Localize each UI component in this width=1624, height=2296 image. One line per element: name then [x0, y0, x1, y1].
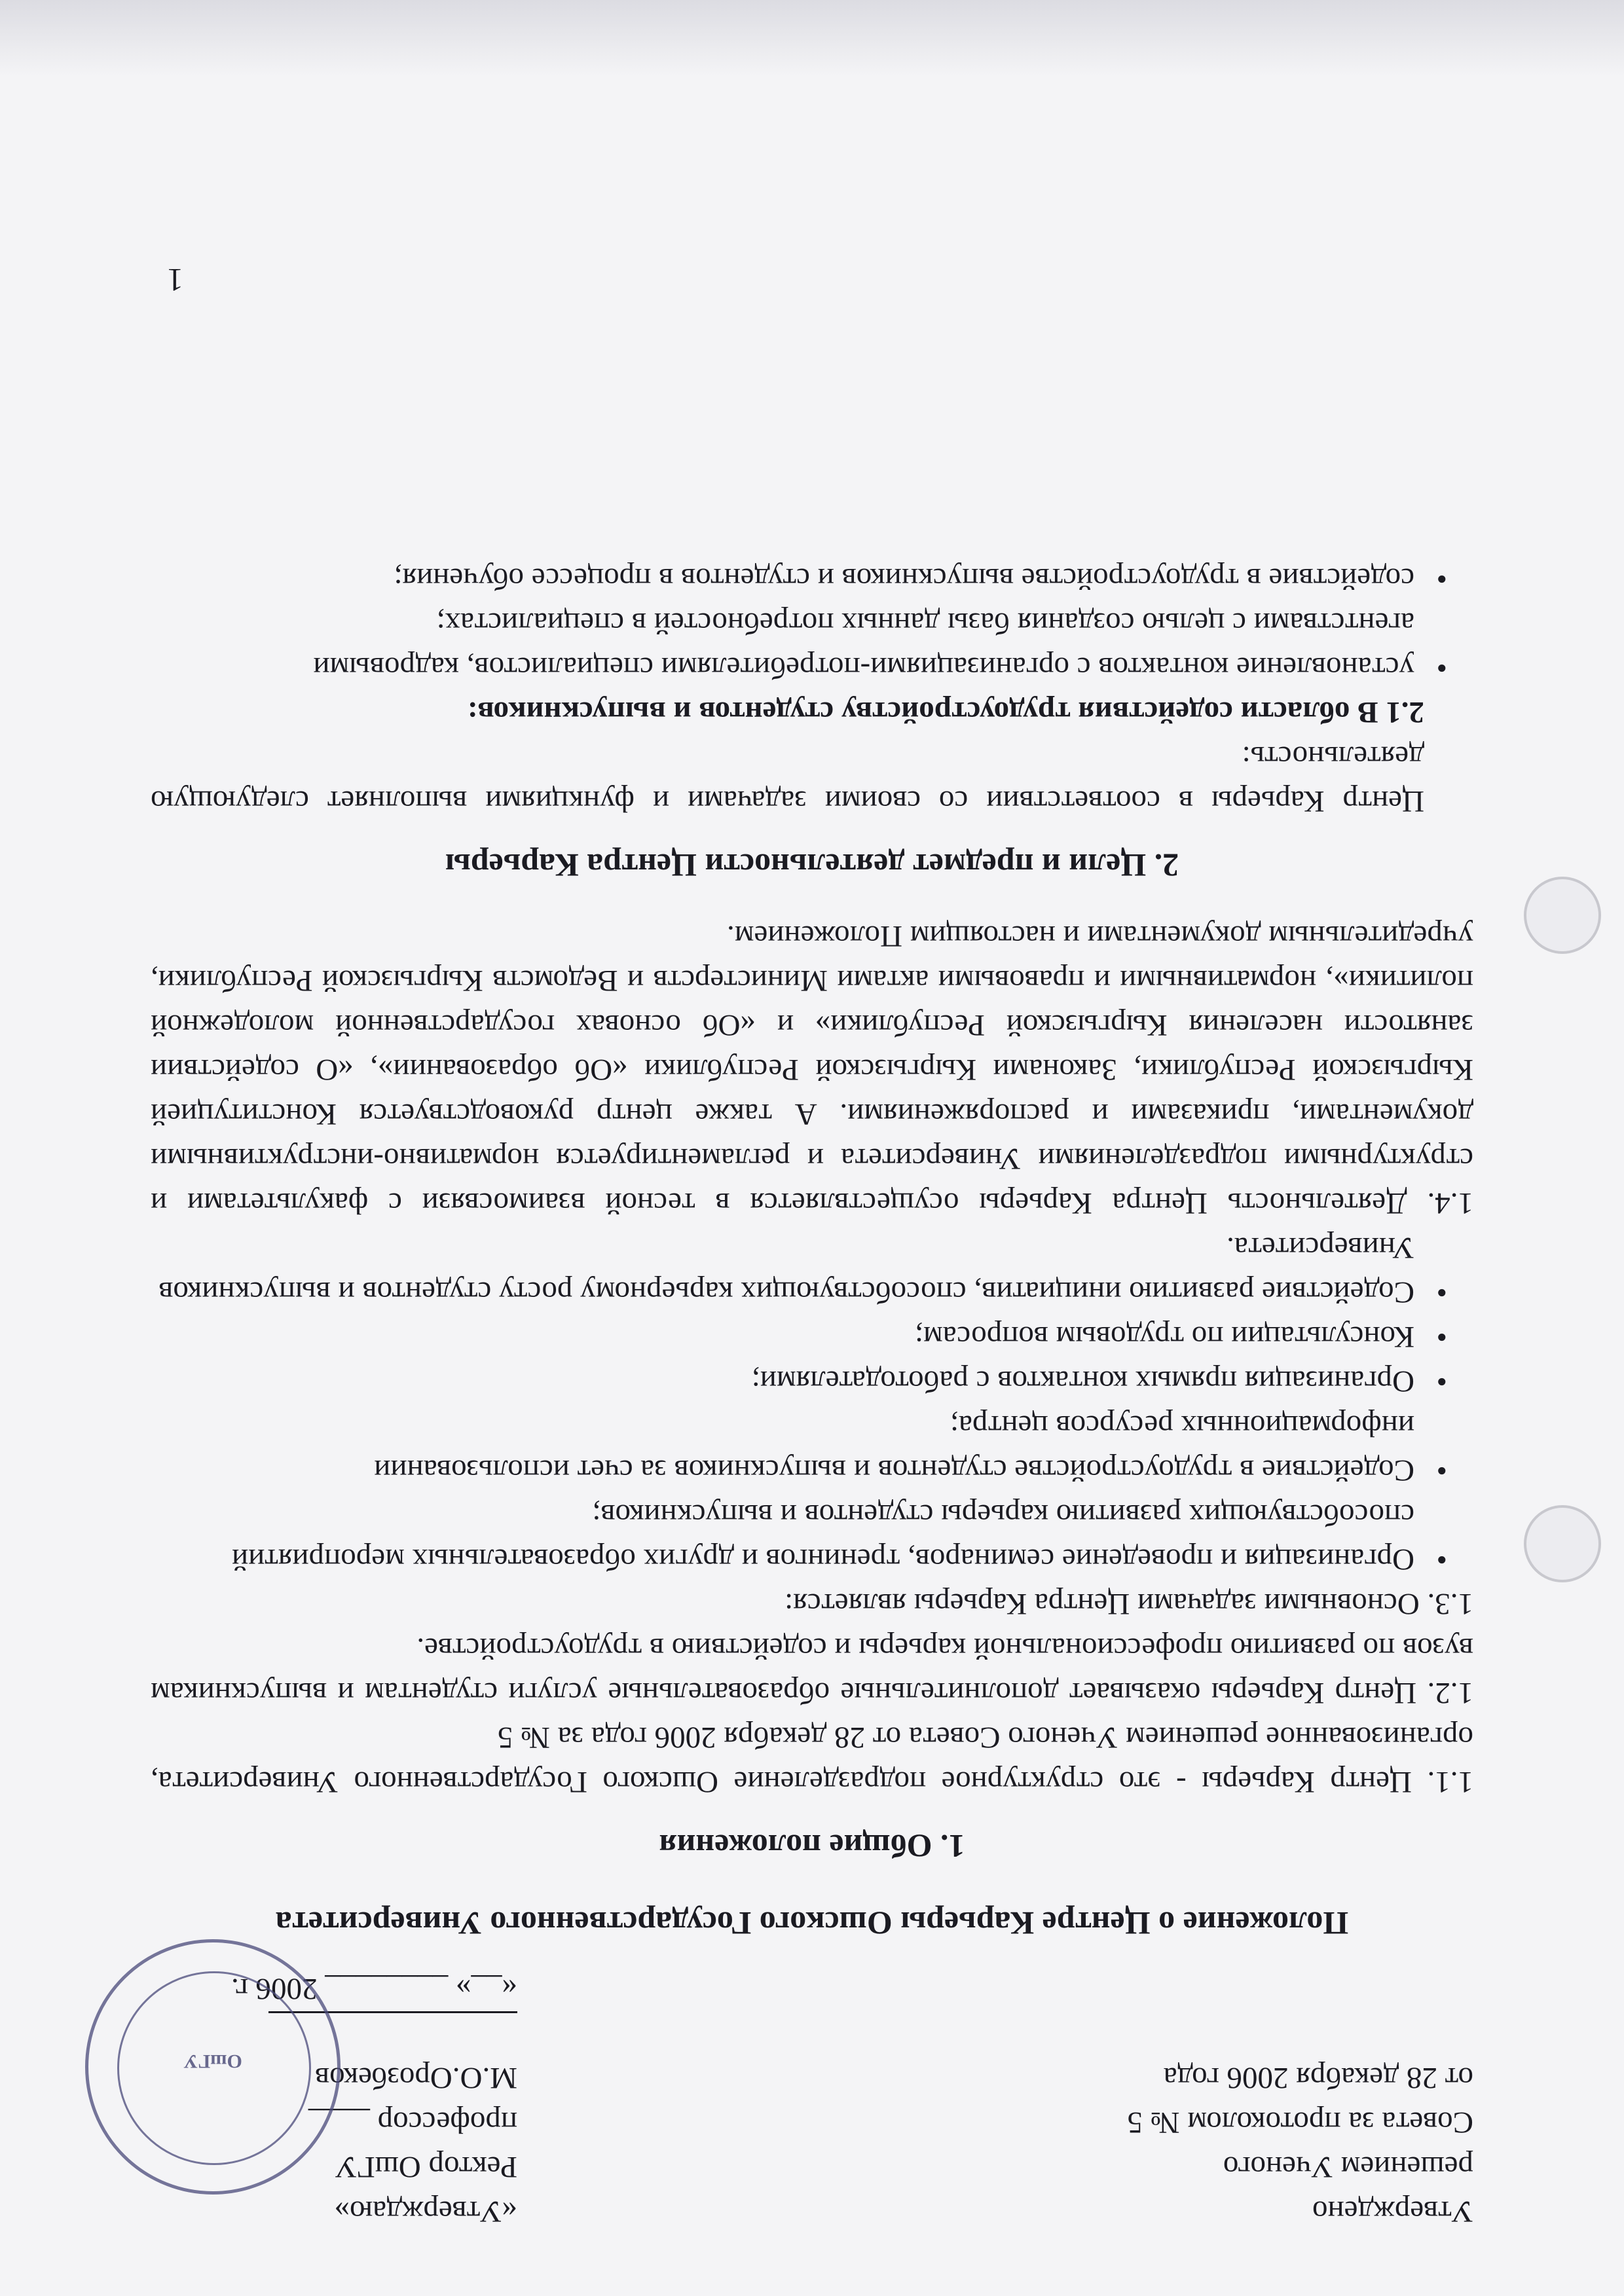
punch-hole	[1524, 877, 1601, 954]
approval-date: «__» ________ 2006 г.	[231, 1972, 517, 2006]
paragraph-1-1: 1.1. Центр Карьеры - это структурное подразделение Ошского Государственного Университета, организованное решением Ученого Совета от 28 декабря 2006 года за № 5	[151, 1721, 1473, 1799]
list-item: • содействие в трудоустройстве выпускников и студентов в процессе обучения;	[151, 556, 1414, 601]
section-2-title: 2. Цели и предмет деятельности Центра Карьеры	[445, 847, 1179, 884]
page-edge-shadow	[0, 0, 1624, 77]
paragraph-1-2: 1.2. Центр Карьеры оказывает дополнительные образовательные услуги студентам и выпускникам вузов по развитию профессиональной карьеры и содействию в трудоустройстве.	[151, 1631, 1473, 1710]
list-item: • Организация и проведение семинаров, тренингов и других образовательных мероприятий способствующих развитию карьеры студентов и выпускников;	[151, 1493, 1414, 1582]
tasks-list	[151, 1226, 1473, 1582]
stamp-text: ОшГУ	[183, 2050, 242, 2072]
section-1-title: 1. Общие положения	[659, 1828, 965, 1865]
approval-line: Ректор ОшГУ	[335, 2150, 517, 2184]
approval-line: Совета за протоколом № 5	[1127, 2105, 1473, 2140]
list-item: • Консультации по трудовым вопросам;	[151, 1315, 1414, 1359]
paragraph-1-3: 1.3. Основными задачами Центра Карьеры является:	[784, 1587, 1473, 1621]
approval-line: профессор ____ М.О.Орозбеков	[308, 2061, 517, 2140]
list-item: • установление контактов с организациями-потребителями специалистов, кадровыми агентствами с целью создания базы данных потребностей в специалистах;	[151, 601, 1414, 690]
paragraph-1-4: 1.4. Деятельность Центра Карьеры осуществляется в тесной взаимосвязи с факультетами и структурными подразделениями Университета и регламентируется нормативно-инструктивными документами, приказами и распоряжениями. А также центр руководствуется Конституцией Кыргызской Республики, Законами Кыргызской Республики «Об образовании», «О содействии занятости населения Кыргызской Республики» и «Об основах государственной молодежной политики», нормативными и правовыми актами Министерств и Ведомств Кыргызской Республики, учредительным документами и настоящим Положением.	[151, 919, 1473, 1220]
subsection-2-1-title: 2.1 В области содействия трудоустройству студентов и выпускников:	[467, 695, 1424, 729]
document-title: Положение о Центре Карьеры Ошского Государственного Университета	[275, 1905, 1349, 1942]
approved-by-council	[1002, 2056, 1473, 2234]
activities-list	[151, 556, 1473, 690]
list-item: • Организация прямых контактов с работодателями;	[151, 1359, 1414, 1404]
paragraph-2-intro: Центр Карьеры в соответствии со своими задачами и функциями выполняет следующую деятельность:	[151, 740, 1424, 818]
document-body	[151, 556, 1473, 2234]
list-item: • Содействие развитию инициатив, способствующих карьерному росту студентов и выпускников Университета.	[151, 1226, 1414, 1315]
approval-title: «Утверждаю»	[334, 2195, 517, 2229]
list-item: • Содействие в трудоустройстве студентов и выпускников за счет использовании информационных ресурсов центра;	[151, 1404, 1414, 1493]
approved-by-rector	[124, 1967, 517, 2234]
approval-line: от 28 декабря 2006 года	[1163, 2061, 1473, 2095]
approval-block	[151, 1972, 1473, 2234]
page-number: 1	[167, 262, 183, 299]
approval-line: Утверждено	[1312, 2195, 1473, 2229]
university-stamp	[85, 1939, 341, 2195]
approval-line: решением Ученого	[1223, 2150, 1473, 2184]
punch-hole	[1524, 1505, 1601, 1582]
